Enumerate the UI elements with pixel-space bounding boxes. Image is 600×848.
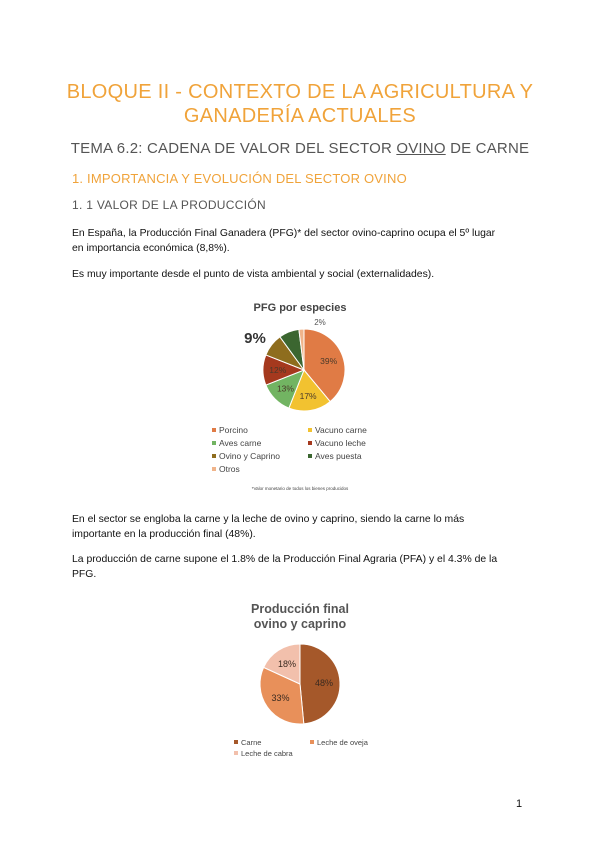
chart2-legend <box>234 738 369 758</box>
slice-label-leche-de-cabra: 18% <box>278 658 297 669</box>
legend-swatch-aves-carne <box>212 441 216 445</box>
legend-label-vacuno-leche: Vacuno leche <box>315 438 366 448</box>
title-line-2: GANADERÍA ACTUALES <box>183 105 417 127</box>
chart1-title: PFG por especies <box>253 302 347 314</box>
produccion-chart <box>220 598 380 764</box>
slice-label-vacuno-carne: 17% <box>299 390 317 401</box>
slice-label-otros: 2% <box>314 318 326 327</box>
slice-label-aves-carne: 13% <box>276 383 294 394</box>
chart1-legend <box>212 425 367 474</box>
tema-heading <box>40 140 560 157</box>
slice-label-carne: 48% <box>314 677 333 688</box>
title-line-1: BLOQUE II - CONTEXTO DE LA AGRICULTURA Y <box>66 81 534 103</box>
legend-swatch-leche-de-oveja <box>310 740 314 744</box>
chart2-title-line-2: ovino y caprino <box>253 617 347 631</box>
chart1-footnote: *Valor monetario de todos los bienes producidos <box>251 486 349 491</box>
legend-swatch-carne <box>234 740 238 744</box>
legend-label-vacuno-carne: Vacuno carne <box>315 425 367 435</box>
paragraph-3-line-2: importante en la producción final (48%). <box>72 529 256 540</box>
page-number: 1 <box>516 798 523 810</box>
pfg-chart <box>200 296 400 496</box>
legend-label-otros: Otros <box>219 464 240 474</box>
paragraph-1-line-2: en importancia económica (8,8%). <box>72 243 230 254</box>
paragraph-2: Es muy importante desde el punto de vista ambiental y social (externalidades). <box>72 269 435 280</box>
legend-label-carne: Carne <box>241 738 262 747</box>
slice-label-leche-de-oveja: 33% <box>271 692 290 703</box>
paragraph-4-line-2: PFG. <box>72 569 97 580</box>
slice-label-vacuno-leche: 12% <box>269 365 287 375</box>
legend-label-porcino: Porcino <box>219 425 248 435</box>
legend-swatch-vacuno-leche <box>308 441 312 445</box>
paragraph-4 <box>72 552 532 582</box>
legend-label-aves-carne: Aves carne <box>219 438 262 448</box>
paragraph-3 <box>72 512 532 542</box>
legend-label-leche-de-oveja: Leche de oveja <box>317 738 368 747</box>
section-1-1-heading: 1. 1 VALOR DE LA PRODUCCIÓN <box>72 198 266 212</box>
paragraph-1-line-1: En España, la Producción Final Ganadera (PFG)* del sector ovino-caprino ocupa el 5º lugar <box>72 228 496 239</box>
paragraph-1 <box>72 226 532 256</box>
legend-label-ovino-y-caprino: Ovino y Caprino <box>219 451 280 461</box>
paragraph-4-line-1: La producción de carne supone el 1.8% de la Producción Final Agraria (PFA) y el 4.3% de la <box>72 554 498 565</box>
chart2-title-line-1: Producción final <box>251 602 349 616</box>
slice-label-ovino-y-caprino: 9% <box>244 330 266 347</box>
legend-swatch-ovino-y-caprino <box>212 454 216 458</box>
legend-label-aves-puesta: Aves puesta <box>315 451 362 461</box>
paragraph-3-line-1: En el sector se engloba la carne y la leche de ovino y caprino, siendo la carne lo más <box>72 514 465 525</box>
legend-swatch-vacuno-carne <box>308 428 312 432</box>
legend-label-leche-de-cabra: Leche de cabra <box>241 749 293 758</box>
tema-text-a: CADENA DE VALOR DEL SECTOR <box>146 140 392 157</box>
slice-label-porcino: 39% <box>320 356 338 367</box>
tema-text-b: DE CARNE <box>450 140 530 157</box>
legend-swatch-aves-puesta <box>308 454 312 458</box>
page-title <box>40 80 560 128</box>
tema-underlined: OVINO <box>396 140 446 157</box>
legend-swatch-leche-de-cabra <box>234 751 238 755</box>
legend-swatch-porcino <box>212 428 216 432</box>
section-1-heading: 1. IMPORTANCIA Y EVOLUCIÓN DEL SECTOR OVINO <box>72 171 407 186</box>
tema-prefix: TEMA 6.2: <box>70 140 143 157</box>
legend-swatch-otros <box>212 467 216 471</box>
